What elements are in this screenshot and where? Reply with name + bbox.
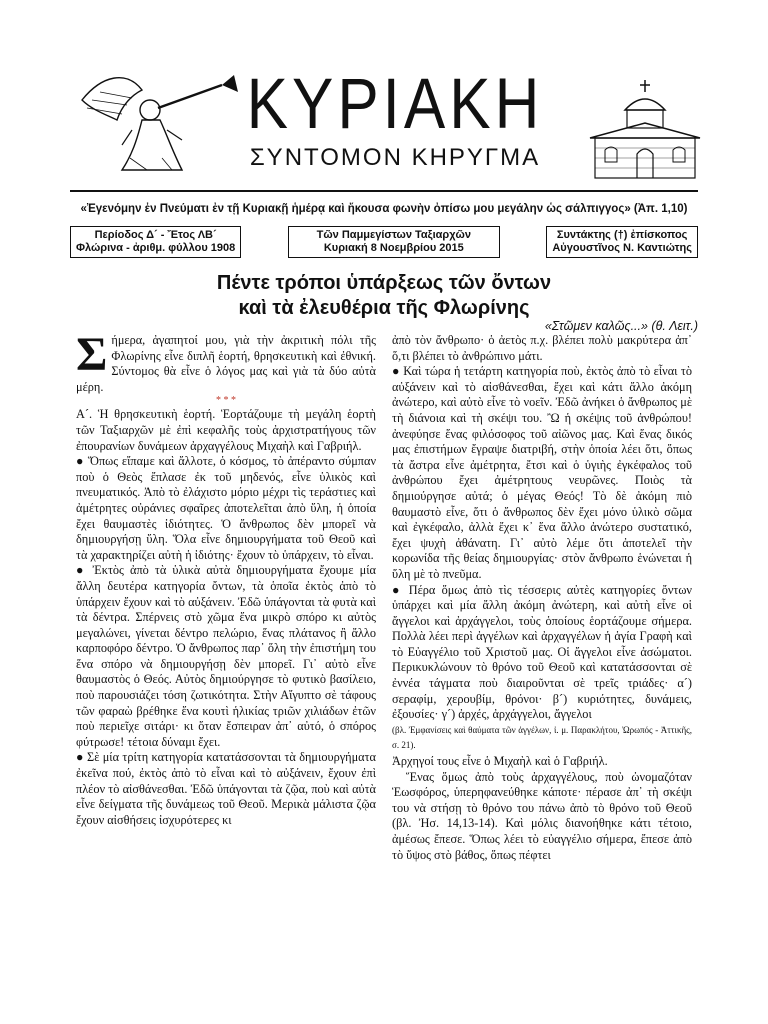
top-rule: [70, 190, 698, 192]
info-bar: [70, 226, 698, 258]
trumpeting-angel-icon: [72, 70, 242, 180]
paragraph: [76, 328, 376, 395]
paragraph: ἀπὸ τὸν ἄνθρωπο· ὁ ἀετὸς π.χ. βλέπει πολὺ μακρύτερα ἀπ᾽ ὅ,τι βλέπει τὸ ἀνθρώπινο μάτι.: [392, 333, 692, 363]
church-icon: [585, 78, 705, 180]
article-title: [70, 271, 698, 321]
right-column: [392, 333, 692, 863]
masthead: [0, 0, 768, 185]
liturgy-epigraph: «Στῶμεν καλῶς...» (θ. Λειτ.): [544, 319, 698, 333]
masthead-subtitle: ΣΥΝΤΟΜΟΝ ΚΗΡΥΓΜΑ: [249, 144, 541, 171]
masthead-title-block: [230, 64, 560, 172]
paragraph: ● Καὶ τώρα ἡ τετάρτη κατηγορία ποὺ, ἐκτὸς ἀπὸ τὸ εἶναι τὸ αὐξάνειν καὶ τὸ αἰσθάνεσθαι, ἔχει καὶ κάτι ἄλλο ἀκόμη ἀνώτερο, καὶ αὐτὸ εἶνε τὸ νοεῖν. Ἐδῶ ἀνήκει ὁ ἄνθρωπος μὲ τὴ διάνοια καὶ τὴ σκέψι του. Ὢ ἡ σκέψις τοῦ ἀνθρώπου! ἀνεφύησε ἕνας φιλόσοφος τοῦ αἰῶνος μας. Καὶ ἕνας δικός μας ἐπιστήμων ἔγραψε διατριβή, στὴν ὁποία λέει ὅτι, ὅπως τὰ ἄστρα εἶνε ἀμέτρητα, ἔτσι καὶ ὁ ὑγιὴς ἐγκέφαλος τοῦ ἀνθρώπου ἔχει ἀμέτρητους νευρῶνες. Ποιὸς τὰ δημιούργησε αὐτά; ὁ μέγας Θεός! Τὸ δὲ ἀκόμη πιὸ θαυμαστὸ εἶνε, ὅτι ὁ ἄνθρωπος δὲν ἔχει μόνο ὑλικὸ σῶμα καὶ ἐγκέφαλο, ἀλλὰ ἔχει κ᾽ ἕνα ἄλλο ἀνώτερο συστατικό, ἔχει ψυχὴ ἀθάνατη. Γι᾽ αὐτὸ λέμε ὅτι ἀποτελεῖ τὴν κορωνίδα τῆς θείας δημιουργίας· στὸν ἄνθρωπο ἑνώνεται ἡ ὕλη μὲ τὸ πνεῦμα.: [392, 364, 692, 581]
author-name: Αὐγουστῖνος Ν. Καντιώτης: [552, 242, 692, 254]
paragraph: Α´. Ἡ θρησκευτικὴ ἑορτή. Ἑορτάζουμε τὴ μεγάλη ἑορτὴ τῶν Ταξιαρχῶν μὲ ἐπὶ κεφαλῆς τοὺς ἀρχιστρατήγους τῶν ἐπουρανίων δυνάμεων ἀρχαγγέλους Μιχαὴλ καὶ Γαβριήλ.: [76, 407, 376, 453]
issue-period: Περίοδος Δ´ - Ἔτος ΛΒ´: [94, 229, 217, 241]
section-separator: * * *: [216, 395, 236, 407]
feast-name: Τῶν Παμμεγίστων Ταξιαρχῶν: [316, 229, 471, 241]
paragraph: ● Ἐκτὸς ἀπὸ τὰ ὑλικὰ αὐτὰ δημιουργήματα ἔχουμε μία ἄλλη δευτέρα κατηγορία ὄντων, τὰ ὁποῖα ἐκτὸς ἀπὸ τὸ ὑπάρχειν ἔχουν καὶ τὸ αὐξάνειν. Ἐδῶ ὑπάγονται τὰ φυτὰ καὶ τὰ δέντρα. Σπέρνεις στὸ χῶμα ἕνα μικρὸ σπόρο κι αὐτὸς μεγαλώνει, γίνεται δέντρο πελώριο, ἕνας πλάτανος ἢ ἄλλο καρποφόρο δέντρο. Ὁ ἄνθρωπος παρ᾽ ὅλη τὴν ἐπιστήμη του ἕνα σπόρο νὰ δημιουργήσῃ δὲν μπορεῖ. Γι᾽ αὐτὸ εἶνε θαυμαστὸς ὁ Θεός. Αὐτὸς δημιούργησε τὸ φυτικὸ βασίλειο, ποὺ παρουσιάζει τόση ζωτικότητα. Στὴν Αἴγυπτο σὲ τάφους τῶν φαραὼ βρέθηκε ἕνα κουτὶ ἡλικίας τριῶν χιλιάδων ἐτῶν ποὺ περιεῖχε σιτάρι· κι ὅταν ἔσπειραν ἀπ᾽ αὐτό, ὁ σπόρος φύτρωσε! τέτοια δύναμι ἔχει.: [76, 563, 376, 749]
paragraph: Ἕνας ὅμως ἀπὸ τοὺς ἀρχαγγέλους, ποὺ ὠνομαζόταν Ἑωσφόρος, ὑπερηφανεύθηκε κάποτε· πέρασε ἀπ᾽ τὴ σκέψι του νὰ στήσῃ τὸ θρόνο του πάνω ἀπὸ τὸ θρόνο τοῦ Θεοῦ (βλ. Ἠσ. 14,13-14). Καὶ μόλις διανοήθηκε κάτι τέτοιο, ἀμέσως ἔπεσε. Ὅπως λέει τὸ εὐαγγέλιο σήμερα, ἔπεσε ἀπὸ τὸ ὕψος στὸ βάθος, ὅπως πέφτει: [392, 769, 692, 862]
left-column: [76, 328, 376, 828]
date-box: [288, 226, 500, 258]
paragraph: ● Σὲ μία τρίτη κατηγορία κατατάσσονται τὰ δημιουργήματα ἐκεῖνα πού, ἐκτὸς ἀπὸ τὸ εἶναι καὶ τὸ αὐξάνειν, ἔχουν ἐπὶ πλέον τὸ αἰσθάνεσθαι. Ἐδῶ ὑπάγονται τὰ ζῷα, ποὺ καὶ αὐτὰ εἶνε δείγματα τῆς δυνάμεως τοῦ Θεοῦ. Μερικὰ μάλιστα ζῷα ἔχουν αἰσθήσεις ἰσχυρότερες κι: [76, 750, 376, 827]
paragraph-text: ήμερα, ἀγαπητοί μου, γιὰ τὴν ἀκριτικὴ πόλι τῆς Φλωρίνης εἶνε διπλῆ ἑορτή, θρησκευτικὴ καὶ ἐθνική. Σύντομος θὰ εἶνε ὁ λόγος μας καὶ γιὰ τὰ δύο αὐτὰ μέρη.: [76, 333, 376, 394]
paragraph: Ἀρχηγοί τους εἶνε ὁ Μιχαὴλ καὶ ὁ Γαβριήλ.: [392, 754, 608, 769]
author-role: Συντάκτης (†) ἐπίσκοπος: [556, 229, 688, 241]
citation: (βλ. Ἐμφανίσεις καὶ θαύματα τῶν ἀγγέλων, ἰ. μ. Παρακλήτου, Ὠρωπός - Ἀττικῆς, σ. 21).: [392, 724, 692, 751]
drop-cap: Σ: [76, 328, 108, 381]
title-line-1: Πέντε τρόποι ὑπάρξεως τῶν ὄντων: [216, 272, 552, 294]
issue-number: Φλώρινα - ἀριθμ. φύλλου 1908: [76, 242, 236, 254]
author-box: [546, 226, 698, 258]
paragraph: ● Πέρα ὅμως ἀπὸ τὶς τέσσερις αὐτὲς κατηγορίες ὄντων ὑπάρχει καὶ μία ἄλλη ἀκόμη ἀνώτερη, καὶ αὐτὴ εἶνε οἱ ἄγγελοι καὶ ἀρχάγγελοι, τοὺς ὁποίους ἑορτάζουμε σήμερα. Πολλὰ λέει περὶ ἀγγέλων καὶ ἀρχαγγέλων ἡ ἁγία Γραφὴ καὶ τὸ Εὐαγγέλιο τοῦ Χριστοῦ μας. Οἱ ἄγγελοι εἶνε ἀσώματοι. Περικυκλώνουν τὸ θρόνο τοῦ Θεοῦ καὶ κατατάσσονται σὲ ἐννέα τάγματα ποὺ διαιροῦνται σὲ τρεῖς τριάδες· α´) σεραφίμ, χερουβίμ, θρόνοι· β´) κυριότητες, δυνάμεις, ἐξουσίες· γ´) ἀρχές, ἀρχάγγελοι, ἄγγελοι: [392, 582, 692, 722]
issue-box: [70, 226, 241, 258]
revelation-quote: «Ἐγενόμην ἐν Πνεύματι ἐν τῇ Κυριακῇ ἡμέρᾳ καὶ ἤκουσα φωνὴν ὀπίσω μου μεγάλην ὡς σάλπιγγος» (Ἀπ. 1,10): [80, 203, 688, 215]
issue-date: Κυριακή 8 Νοεμβρίου 2015: [323, 242, 464, 254]
title-line-2: καὶ τὰ ἐλευθέρια τῆς Φλωρίνης: [238, 297, 530, 319]
paragraph: ● Ὅπως εἴπαμε καὶ ἄλλοτε, ὁ κόσμος, τὸ ἀπέραντο σύμπαν ποὺ ὁ Θεὸς ἔπλασε ἐκ τοῦ μηδενός, εἶνε ὑλικὸς καὶ πνευματικός. Ἀπὸ τὸ ἐλάχιστο μόριο μέχρι τὶς τεράστιες καὶ ἀμέτρητες οὐράνιες σφαῖρες ἀποτελεῖται ἀπὸ ὕλη, ἡ ὁποία ἔχει θαυμαστὲς ἰδιότητες. Ὁ ἄνθρωπος δὲν μπορεῖ νὰ δημιουργήσῃ ὕλη. Ὅλα εἶνε δημιουργήματα τοῦ Θεοῦ καὶ τὰ χαρακτηρίζει αὐτὴ ἡ ἰδιότης· ἔχουν τὸ ὑπάρχειν, τὸ εἶναι.: [76, 454, 376, 562]
masthead-title: ΚΥΡΙΑΚΗ: [246, 64, 544, 145]
